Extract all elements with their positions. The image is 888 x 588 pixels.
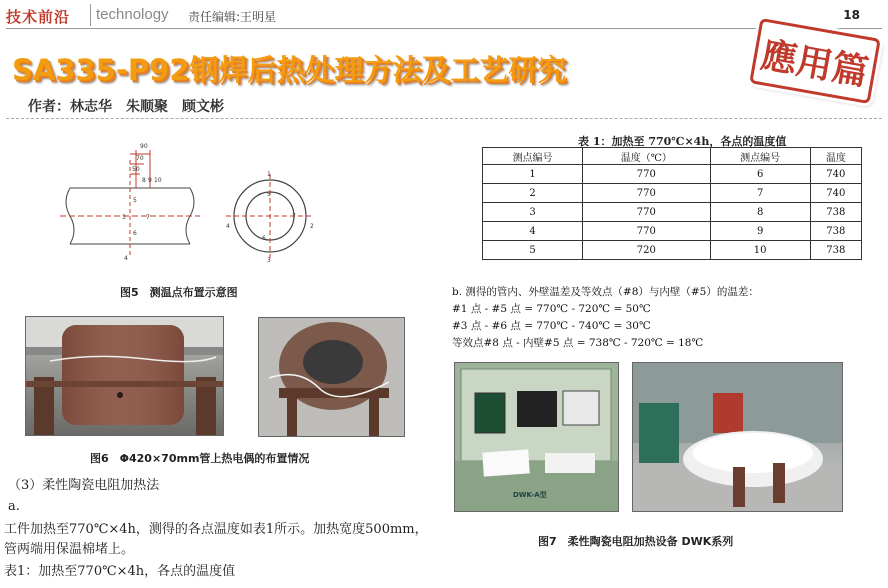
- table-cell: 3: [483, 203, 583, 222]
- subsection-a-label: a.: [8, 499, 20, 514]
- dim-10: 10: [154, 177, 162, 184]
- section-b-line-1: #1 点 - #5 点 = 770℃ - 720℃ = 50℃: [452, 303, 651, 315]
- author-rule: [6, 118, 882, 119]
- table-cell: 738: [810, 222, 861, 241]
- paragraph-line-1: 工件加热至770℃×4h，测得的各点温度如表1所示。加热宽度500mm，: [4, 522, 428, 537]
- thermocouple-layout-diagram: [60, 140, 330, 270]
- table-header-row: [483, 148, 862, 165]
- section-point-1: 1: [267, 171, 271, 178]
- table-row: [483, 222, 862, 241]
- article-title: SA335-P92钢焊后热处理方法及工艺研究: [12, 53, 567, 87]
- table-cell: 6: [710, 165, 810, 184]
- section-b-line-2: #3 点 - #6 点 = 770℃ - 740℃ = 30℃: [452, 320, 651, 332]
- paragraph-line-2: 管两端用保温棉堵上。: [4, 542, 135, 557]
- dim-50: 50: [132, 166, 140, 173]
- brand-en: technology: [96, 6, 169, 23]
- side-point-7: 7: [146, 214, 150, 221]
- table-cell: 2: [483, 184, 583, 203]
- authors: 作者：林志华 朱顺聚 顾文彬: [28, 99, 224, 115]
- col-header: 温度: [810, 148, 861, 165]
- col-header: 温度（℃）: [583, 148, 710, 165]
- table-cell: 738: [810, 203, 861, 222]
- col-header: 测点编号: [710, 148, 810, 165]
- dim-70: 70: [136, 155, 144, 162]
- dwk-control-cabinet-photo: [454, 362, 619, 512]
- table-cell: 9: [710, 222, 810, 241]
- section-point-4: 4: [226, 223, 230, 230]
- table-cell: 8: [710, 203, 810, 222]
- table-cell: 4: [483, 222, 583, 241]
- side-point-3: 3: [122, 214, 126, 221]
- temperature-table: [482, 147, 862, 260]
- col-header: 测点编号: [483, 148, 583, 165]
- section-point-3: 3: [267, 257, 271, 264]
- section-b-line-3: 等效点#8 点 - 内壁#5 点 = 738℃ - 720℃ = 18℃: [452, 337, 704, 349]
- table-cell: 1: [483, 165, 583, 184]
- section-point-6: 6: [262, 235, 266, 242]
- pipe-cross-section: [226, 174, 314, 258]
- figure7-caption: 图7 柔性陶瓷电阻加热设备 DWK系列: [538, 535, 734, 548]
- brand-divider: [90, 4, 91, 26]
- section-point-5: 5: [267, 191, 271, 198]
- table-cell: 740: [810, 184, 861, 203]
- section-b: [452, 284, 759, 352]
- dim-90: 90: [140, 143, 148, 150]
- figure5-caption: 图5 测温点布置示意图: [120, 286, 238, 299]
- page-number: 18: [843, 8, 860, 22]
- section-b-intro: b. 测得的管内、外壁温差及等效点（#8）与内壁（#5）的温差：: [452, 286, 759, 298]
- table-cell: 738: [810, 241, 861, 260]
- table-row: [483, 184, 862, 203]
- table-cell: 720: [583, 241, 710, 260]
- table-cell: 770: [583, 203, 710, 222]
- table-cell: 10: [710, 241, 810, 260]
- pipe-insulation-photo: [632, 362, 843, 512]
- table-cell: 770: [583, 165, 710, 184]
- table-cell: 770: [583, 184, 710, 203]
- table-cell: 770: [583, 222, 710, 241]
- pipe-side-view: [60, 150, 200, 258]
- side-point-6: 6: [133, 230, 137, 237]
- pipe-thermocouple-photo-front: [25, 316, 224, 436]
- table1-title: 表 1：加热至 770℃×4h，各点的温度值: [578, 135, 787, 148]
- section-point-2: 2: [310, 223, 314, 230]
- side-point-5: 5: [133, 197, 137, 204]
- table-cell: 7: [710, 184, 810, 203]
- device-label: DWK-A型: [513, 491, 547, 499]
- pipe-thermocouple-photo-end: [258, 317, 405, 437]
- table-row: [483, 203, 862, 222]
- dim-9: 9: [148, 177, 152, 184]
- table-row: [483, 241, 862, 260]
- table-cell: 740: [810, 165, 861, 184]
- dim-8: 8: [142, 177, 146, 184]
- side-point-4: 4: [124, 255, 128, 262]
- header-rule: [6, 28, 882, 29]
- table-cell: 5: [483, 241, 583, 260]
- brand-cn: 技术前沿: [6, 8, 71, 26]
- table-row: [483, 165, 862, 184]
- section-point-7: 7: [292, 213, 296, 220]
- table-reference: 表1：加热至770℃×4h，各点的温度值: [4, 564, 236, 579]
- editor-credit: 责任编辑:王明星: [188, 10, 277, 24]
- category-stamp: 應用篇: [749, 18, 881, 104]
- figure6-caption: 图6 Φ420×70mm管上热电偶的布置情况: [90, 452, 310, 465]
- section-heading: （3）柔性陶瓷电阻加热法: [8, 478, 160, 493]
